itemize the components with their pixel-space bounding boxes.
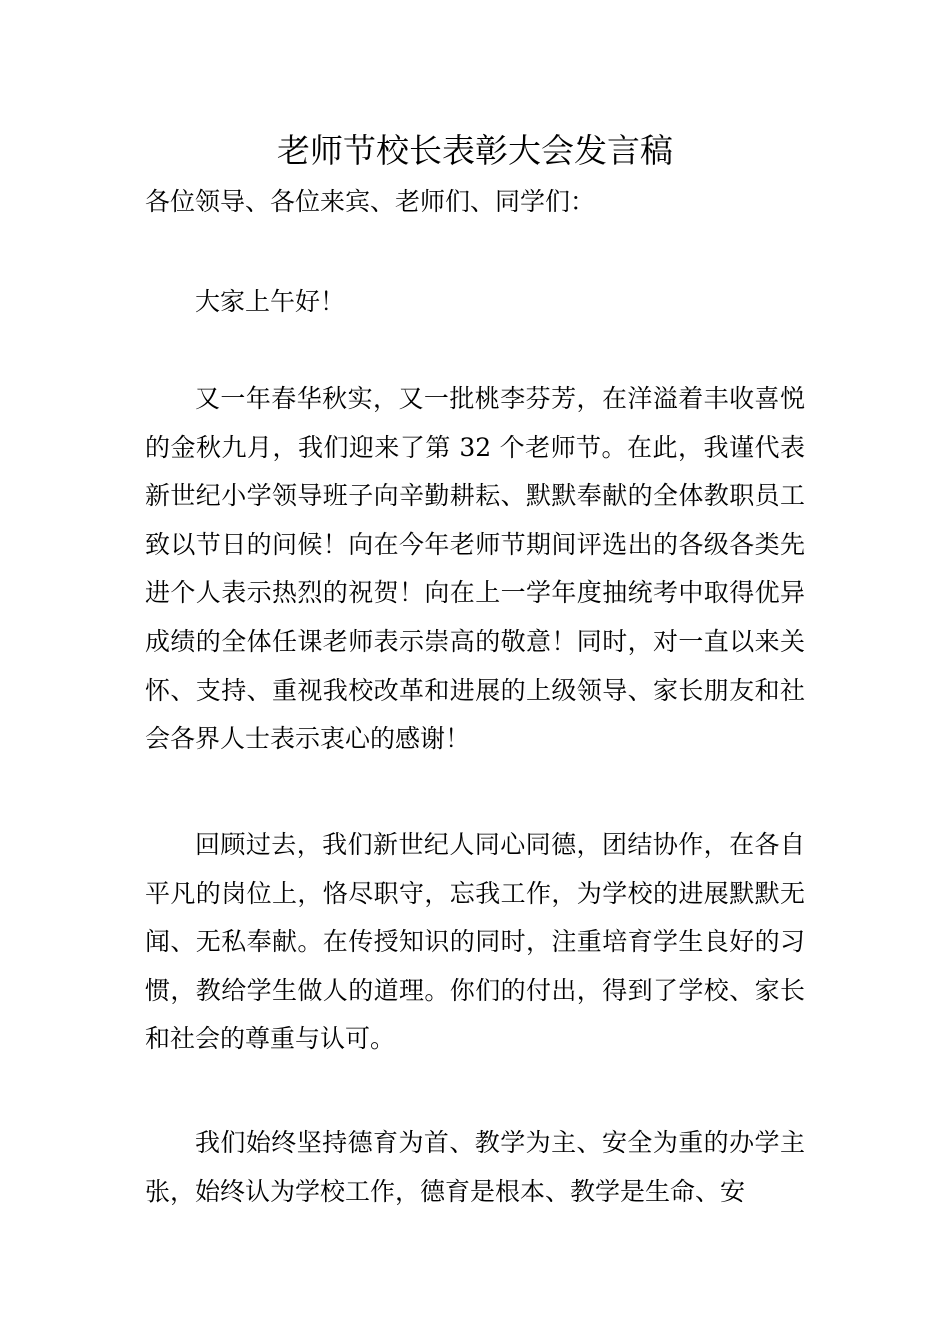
paragraph-greeting: 大家上午好！ — [195, 287, 346, 316]
paragraph-principles: 我们始终坚持德育为首、教学为主、安全为重的办学主张，始终认为学校工作，德育是根本、教学是生命、安 — [145, 1128, 805, 1206]
paragraph-opening: 又一年春华秋实，又一批桃李芬芳，在洋溢着丰收喜悦的金秋九月，我们迎来了第 32 个老师节。在此，我谨代表新世纪小学领导班子向辛勤耕耘、默默奉献的全体教职员工致以节日的问候！向在今年老师节期间评选出的各级各类先进个人表示热烈的祝贺！向在上一学年度抽统考中取得优异成绩的全体任课老师表示崇高的敬意！同时，对一直以来关怀、支持、重视我校改革和进展的上级领导、家长朋友和社会各界人士表示衷心的感谢！ — [145, 384, 805, 754]
document-title: 老师节校长表彰大会发言稿 — [277, 131, 673, 170]
paragraph-review: 回顾过去，我们新世纪人同心同德，团结协作，在各自平凡的岗位上，恪尽职守，忘我工作，为学校的进展默默无闻、无私奉献。在传授知识的同时，注重培育学生良好的习惯，教给学生做人的道理。你们的付出，得到了学校、家长和社会的尊重与认可。 — [145, 830, 805, 1054]
salutation: 各位领导、各位来宾、老师们、同学们： — [145, 187, 596, 216]
